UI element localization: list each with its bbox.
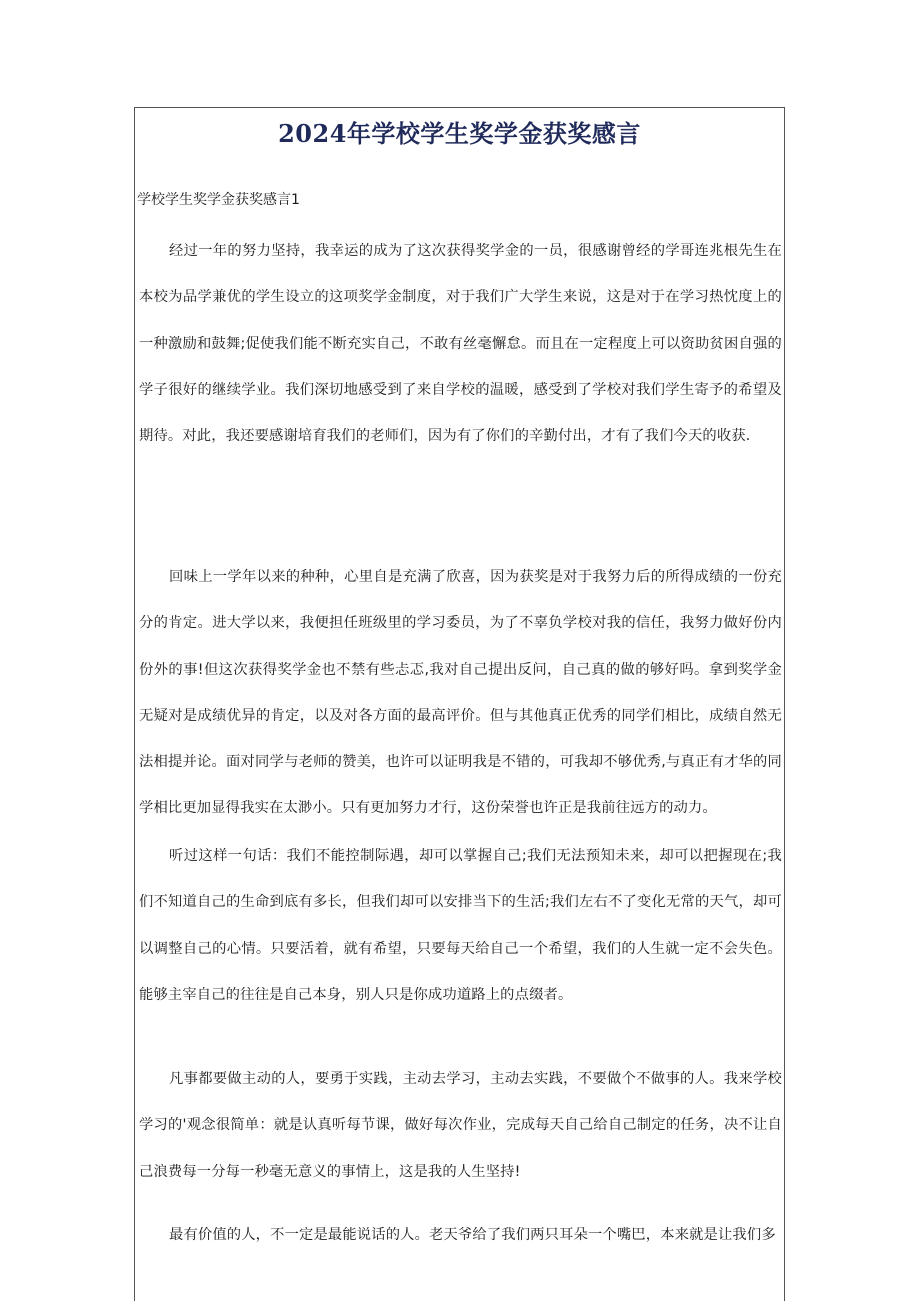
section-heading: 学校学生奖学金获奖感言1 bbox=[137, 192, 300, 208]
paragraph-3: 听过这样一句话：我们不能控制际遇，却可以掌握自己;我们无法预知未来，却可以把握现在;我们不知道自己的生命到底有多长，但我们却可以安排当下的生活;我们左右不了变化无常的天气，却可以调整自己的心情。只要活着，就有希望，只要每天给自己一个希望，我们的人生就一定不会失色。能够主宰自己的往往是自己本身，别人只是你成功道路上的点缀者。 bbox=[139, 848, 782, 1003]
document-title: 2024年学校学生奖学金获奖感言 bbox=[278, 119, 641, 148]
paragraph-5: 最有价值的人，不一定是最能说话的人。老天爷给了我们两只耳朵一个嘴巴，本来就是让我们多 bbox=[169, 1227, 776, 1243]
paragraph-4: 凡事都要做主动的人，要勇于实践，主动去学习，主动去实践，不要做个不做事的人。我来学校学习的'观念很简单：就是认真听每节课，做好每次作业，完成每天自己给自己制定的任务，决不让自己浪费每一分每一秒毫无意义的事情上，这是我的人生坚持! bbox=[139, 1071, 782, 1180]
paragraph-2: 回味上一学年以来的种种，心里自是充满了欣喜，因为获奖是对于我努力后的所得成绩的一份充分的肯定。进大学以来，我便担任班级里的学习委员，为了不辜负学校对我的信任，我努力做好份内份外的事!但这次获得奖学金也不禁有些忐忑,我对自己提出反问，自己真的做的够好吗。拿到奖学金无疑对是成绩优异的肯定，以及对各方面的最高评价。但与其他真正优秀的同学们相比，成绩自然无法相提并论。面对同学与老师的赞美，也许可以证明我是不错的，可我却不够优秀,与真正有才华的同学相比更加显得我实在太渺小。只有更加努力才行，这份荣誉也许正是我前往远方的动力。 bbox=[139, 569, 782, 817]
document-page bbox=[134, 107, 785, 1301]
paragraph-1: 经过一年的努力坚持，我幸运的成为了这次获得奖学金的一员，很感谢曾经的学哥连兆根先生在本校为品学兼优的学生设立的这项奖学金制度，对于我们广大学生来说，这是对于在学习热忱度上的一种激励和鼓舞;促使我们能不断充实自己，不敢有丝毫懈怠。而且在一定程度上可以资助贫困自强的学子很好的继续学业。我们深切地感受到了来自学校的温暖，感受到了学校对我们学生寄予的希望及期待。对此，我还要感谢培育我们的老师们，因为有了你们的辛勤付出，才有了我们今天的收获. bbox=[139, 243, 782, 445]
